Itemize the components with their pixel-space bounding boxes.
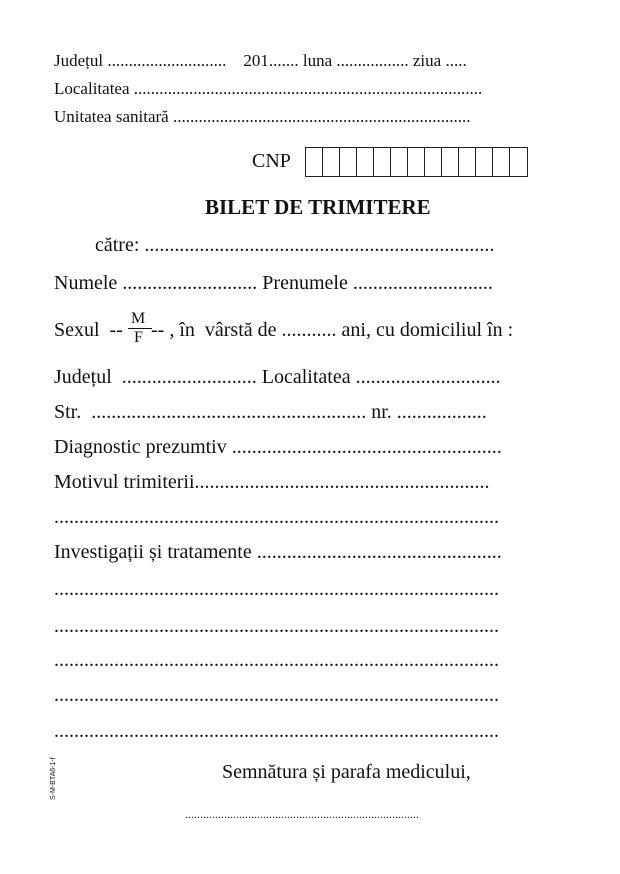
cnp-digit-cell[interactable] (357, 148, 374, 176)
cnp-digit-cell[interactable] (510, 148, 527, 176)
cnp-digit-cell[interactable] (493, 148, 510, 176)
county-locality-field[interactable]: Județul ........................... Localitatea ............................. (54, 366, 501, 388)
diagnosis-field[interactable]: Diagnostic prezumtiv ...................................................... (54, 436, 502, 458)
sex-option-f[interactable]: F (134, 329, 143, 346)
blank-line[interactable]: ......................................................................................... (54, 506, 499, 528)
cnp-digit-cell[interactable] (459, 148, 476, 176)
cnp-digit-cell[interactable] (374, 148, 391, 176)
cnp-digit-cell[interactable] (442, 148, 459, 176)
blank-line[interactable]: ......................................................................................... (54, 649, 499, 671)
cnp-digit-cell[interactable] (306, 148, 323, 176)
header-health-unit-line[interactable]: Unitatea sanitară ...................................................................... (54, 107, 471, 126)
referral-reason-field[interactable]: Motivul trimiterii........................................................... (54, 471, 490, 493)
signature-label: Semnătura și parafa medicului, (222, 761, 471, 783)
age-domicile-field[interactable]: -- , în vârstă de ........... ani, cu domiciliul în : (151, 319, 514, 341)
blank-line[interactable]: ......................................................................................... (54, 615, 499, 637)
signature-line[interactable]: .............................................................................. (185, 807, 419, 821)
blank-line[interactable]: ......................................................................................... (54, 684, 499, 706)
investigations-field[interactable]: Investigații și tratamente ................................................. (54, 541, 502, 563)
header-county-date-line[interactable]: Județul ............................ 201....... luna ................. ziua ..... (54, 51, 467, 70)
cnp-digit-cell[interactable] (391, 148, 408, 176)
recipient-field[interactable]: către: ...................................................................... (95, 234, 495, 256)
blank-line[interactable]: ......................................................................................... (54, 578, 499, 600)
cnp-digit-cell[interactable] (425, 148, 442, 176)
page-title: BILET DE TRIMITERE (205, 195, 431, 219)
cnp-digit-cell[interactable] (476, 148, 493, 176)
header-locality-line[interactable]: Localitatea .................................................................................. (54, 79, 483, 98)
cnp-label: CNP (252, 150, 291, 172)
sex-label: Sexul -- (54, 319, 123, 341)
cnp-digit-cell[interactable] (323, 148, 340, 176)
name-field[interactable]: Numele ........................... Prenumele ............................ (54, 272, 493, 294)
blank-line[interactable]: ......................................................................................... (54, 720, 499, 742)
form-code: S-M-BTA6-1-f (50, 757, 57, 800)
cnp-digit-cell[interactable] (340, 148, 357, 176)
street-number-field[interactable]: Str. ....................................................... nr. .................. (54, 401, 487, 423)
cnp-digit-cell[interactable] (408, 148, 425, 176)
sex-option-m[interactable]: M (131, 310, 146, 327)
cnp-input-grid[interactable] (305, 147, 528, 177)
